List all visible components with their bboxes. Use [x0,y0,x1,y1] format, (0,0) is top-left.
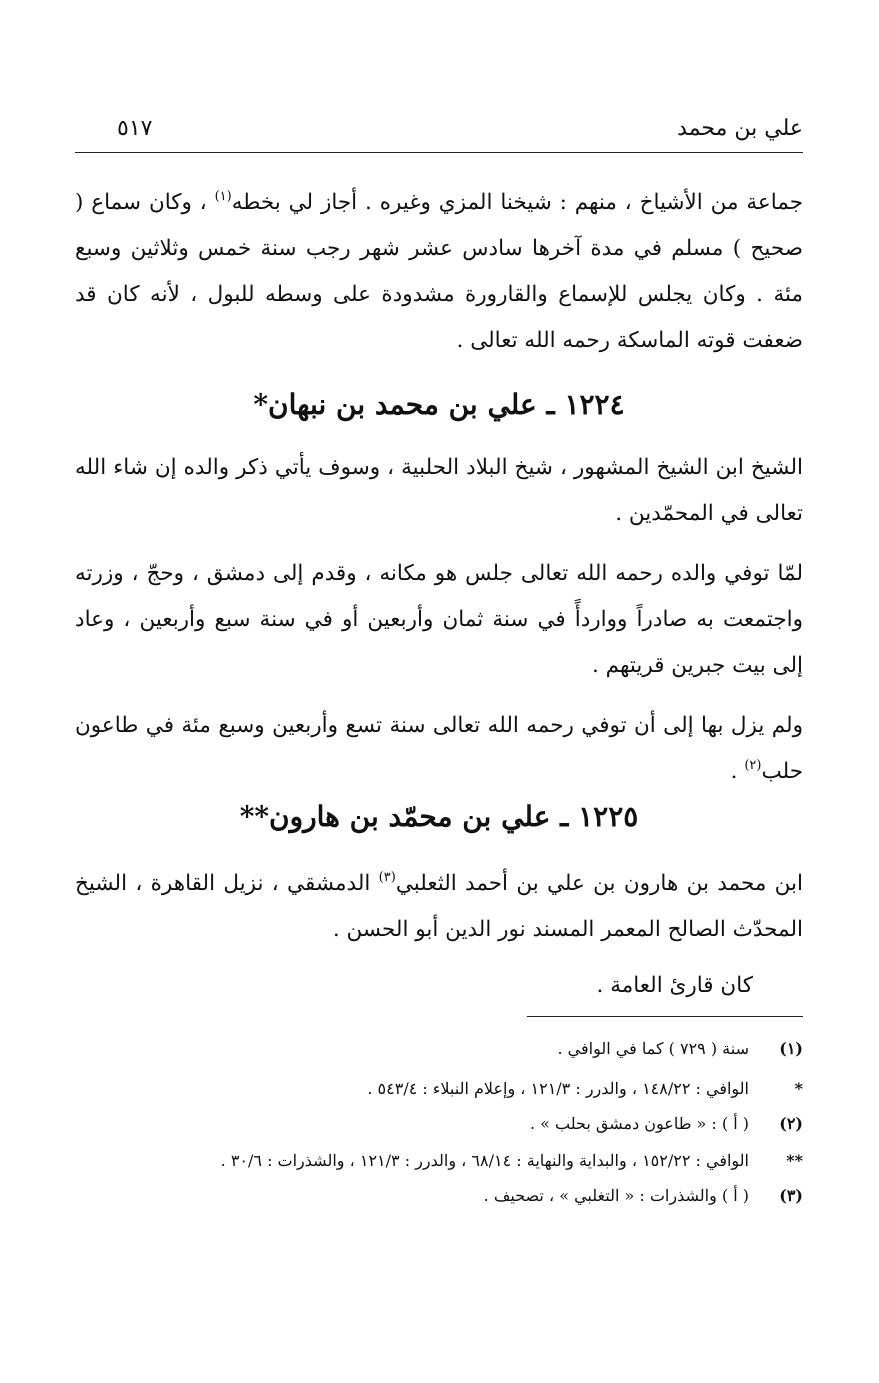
paragraph-4: ولم يزل بها إلى أن توفي رحمه الله تعالى سنة تسع وأربعين وسبع مئة في طاعون حلب$^{(٢)}$ . [75,713,803,784]
footnote-3 [75,1185,803,1207]
footnote-mark: (١) [779,1039,803,1058]
footnote-mark: * [794,1079,803,1098]
footnote-2 [75,1113,803,1135]
header-rule [75,152,803,153]
footnote-text: ( أ ) والشذرات : « التغلبي » ، تصحيف . [483,1186,749,1205]
paragraph-1: جماعة من الأشياخ ، منهم : شيخنا المزي وغيره . أجاز لي بخطه$^{(١)}$ ، وكان سماع ( صحيح ) مسلم في مدة آخرها سادس عشر شهر رجب سنة خمس وثلاثين وسبع مئة . وكان يجلس للإسماع والقارورة مشدودة على وسطه للبول ، لأنه كان قد ضعفت قوته الماسكة رحمه الله تعالى . [75,189,803,353]
footnote-1 [75,1038,803,1060]
page-number: ٥١٧ [117,116,153,141]
paragraph-3: لمّا توفي والده رحمه الله تعالى جلس هو مكانه ، وقدم إلى دمشق ، وحجّ ، وزرته واجتمعت به صادراً وواردأً في سنة ثمان وأربعين أو في سنة سبع وأربعين ، وعاد إلى بيت جبرين قريتهم . [75,561,803,678]
footnote-rule [527,1016,803,1017]
footnote-text: سنة ( ٧٢٩ ) كما في الوافي . [557,1039,749,1058]
paragraph-6: كان قارئ العامة . [596,973,753,998]
entry-title-1224: ١٢٢٤ ـ علي بن محمد بن نبهان* [253,388,625,421]
entry-title-1225: ١٢٢٥ ـ علي بن محمّد بن هارون** [239,800,639,833]
footnote-text: الوافي : ١٤٨/٢٢ ، والدرر : ١٢١/٣ ، وإعلام النبلاء : ٥٤٣/٤ . [367,1079,749,1098]
paragraph-5: ابن محمد بن هارون بن علي بن أحمد الثعلبي$^{(٣)}$ الدمشقي ، نزيل القاهرة ، الشيخ المحدّث الصالح المعمر المسند نور الدين أبو الحسن . [75,870,803,942]
paragraph-2: الشيخ ابن الشيخ المشهور ، شيخ البلاد الحلبية ، وسوف يأتي ذكر والده إن شاء الله تعالى في المحمّدين . [75,455,803,526]
footnote-mark: ** [786,1151,803,1170]
footnote-mark: (٢) [779,1114,803,1133]
footnote-star [75,1078,803,1100]
page-header [75,112,803,148]
footnote-mark: (٣) [779,1186,803,1205]
footnote-double-star [75,1150,803,1172]
footnote-text: ( أ ) : « طاعون دمشق بحلب » . [529,1114,749,1133]
footnote-ref-3: (٣) [378,870,396,885]
running-title: علي بن محمد [677,116,803,141]
book-page [75,0,803,1383]
footnote-ref-2: (٢) [744,758,762,773]
footnote-text: الوافي : ١٥٢/٢٢ ، والبداية والنهاية : ٦٨/١٤ ، والدرر : ١٢١/٣ ، والشذرات : ٣٠/٦ . [220,1151,749,1170]
footnote-ref-1: (١) [214,189,232,204]
